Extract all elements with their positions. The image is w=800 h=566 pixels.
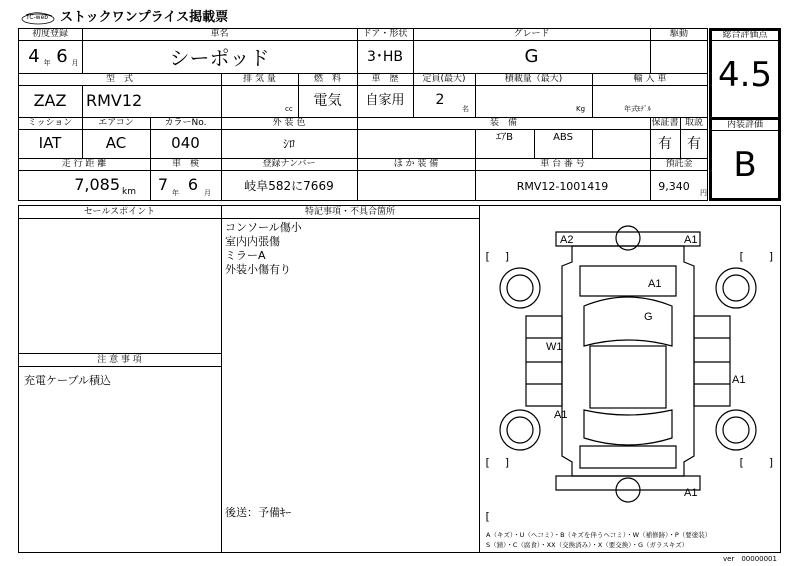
label-displacement: 排 気 量 — [243, 74, 276, 84]
manual-value: 有 — [687, 136, 701, 152]
sales-point-label: セールスポイント — [83, 207, 156, 217]
front-bumper — [556, 232, 700, 246]
label-drive: 駆動 — [669, 29, 688, 39]
label-model: 型 式 — [105, 74, 133, 84]
car-name-value: シーポッド — [169, 46, 270, 70]
first-reg-month: 6 — [56, 46, 68, 67]
damage-mark-a1-right-side: A1 — [732, 374, 746, 386]
wheel-rear-left — [500, 410, 540, 450]
legend-line-1: A（キズ）・U（ヘコミ）・B（キズを伴うヘコミ）・W（補修跡）・P（要塗装） — [486, 531, 712, 539]
label-aircon: エアコン — [98, 118, 134, 128]
damage-mark-a1-rear: A1 — [684, 487, 698, 499]
special-notes-label: 特記事項・不具合箇所 — [304, 207, 395, 217]
label-plate: 登録ナンバー — [262, 159, 316, 169]
first-reg-month-unit: 月 — [71, 59, 79, 67]
special-note-4: 外装小傷有り — [225, 263, 291, 276]
inspection-year: 7 — [157, 175, 169, 194]
chassis-value: RMV12-1001419 — [516, 180, 609, 193]
label-other-equipment: ほ か 装 備 — [393, 159, 439, 169]
bracket-close-bottom-right: ] — [768, 456, 775, 469]
damage-mark-a1-left-rear: A1 — [554, 409, 568, 421]
bracket-close-top-right: ] — [768, 250, 775, 263]
recycle-unit: 円 — [700, 189, 707, 197]
label-mission: ミッション — [27, 118, 73, 128]
bracket-open-top-right: [ — [738, 250, 745, 263]
label-door-shape: ドア・形状 — [362, 29, 408, 39]
damage-mark-a1-front-right: A1 — [684, 234, 698, 246]
damage-mark-g: G — [644, 311, 653, 323]
label-chassis: 車 台 番 号 — [540, 159, 585, 169]
bracket-open-bottom-left: [ — [484, 456, 491, 469]
body-top-view — [562, 246, 694, 476]
wheel-front-right — [716, 268, 756, 308]
model-prefix: ZAZ — [33, 91, 67, 110]
roof — [590, 346, 666, 408]
import-model-year-label: 年式 — [624, 105, 638, 113]
mission-value: IAT — [38, 134, 62, 152]
door-shape-value: 3･HB — [366, 49, 404, 65]
capacity-value: 2 — [435, 92, 445, 108]
bracket-close-bottom-left: ] — [504, 456, 511, 469]
equipment-item-1: ｴｱB — [496, 132, 513, 143]
wheel-front-left — [500, 268, 540, 308]
label-manual: 取説 — [684, 118, 703, 128]
label-color-no: カラーNo. — [164, 118, 207, 128]
label-first-reg: 初度登録 — [31, 29, 68, 39]
equipment-item-2: ABS — [553, 132, 573, 143]
capacity-unit: 名 — [462, 105, 469, 113]
interior-score: B — [733, 145, 757, 185]
bracket-open-bottom-right: [ — [738, 456, 745, 469]
inspection-month: 6 — [187, 175, 199, 194]
bracket-open-top-left: [ — [484, 250, 491, 263]
damage-mark-a1-hood: A1 — [648, 278, 662, 290]
overall-score-label: 総合評価点 — [722, 30, 768, 40]
history-value: 自家用 — [365, 93, 405, 108]
label-history: 車 歴 — [371, 74, 399, 84]
windshield — [584, 297, 672, 346]
page-title: ストックワンプライス掲載票 — [60, 10, 229, 25]
legend-line-2: S（錆）・C（腐食）・XX（交換済み）・X（要交換）・G（ガラスキズ） — [486, 541, 689, 549]
label-recycle: 預託金 — [665, 159, 693, 169]
version-label: ver 00000001 — [723, 555, 777, 563]
bracket-close-top-left: ] — [504, 250, 511, 263]
inspection-year-unit: 年 — [172, 189, 179, 197]
load-unit: Kg — [576, 105, 586, 113]
caution-label: 注 意 事 項 — [97, 355, 142, 365]
overall-score: 4.5 — [717, 55, 773, 95]
damage-mark-a2: A2 — [560, 234, 574, 246]
label-capacity: 定員(最大) — [422, 74, 466, 84]
logo-text: TC-web — [26, 14, 49, 21]
logo — [20, 10, 56, 24]
wheel-rear-right — [716, 410, 756, 450]
import-model-year-suffix: ﾓﾃﾞﾙ — [637, 105, 651, 113]
label-warranty: 保証書 — [651, 118, 679, 128]
fuel-value: 電気 — [313, 93, 342, 109]
aircon-value: AC — [105, 134, 127, 152]
rear-glass — [584, 410, 672, 445]
label-exterior-color: 外 装 色 — [272, 118, 306, 128]
grade-value: G — [524, 46, 539, 67]
label-equipment: 装 備 — [489, 118, 517, 128]
rear-note: 後送：予備ｷｰ — [225, 506, 291, 519]
interior-score-label: 内装評価 — [726, 120, 763, 130]
label-import: 輸 入 車 — [633, 74, 667, 84]
recycle-value: 9,340 — [658, 180, 690, 193]
mileage-unit: km — [122, 187, 136, 197]
model-value: RMV12 — [86, 91, 143, 110]
warranty-value: 有 — [658, 136, 672, 152]
label-load: 積載量（最大) — [504, 74, 563, 84]
mileage-value: 7,085 — [74, 175, 120, 194]
vehicle-diagram — [480, 206, 780, 526]
exterior-color-value: ｼﾛ — [282, 137, 295, 151]
label-fuel: 燃 料 — [313, 74, 341, 84]
bracket-open-rear: [ — [484, 510, 491, 523]
inspection-month-unit: 月 — [204, 189, 211, 197]
color-no-value: 040 — [171, 134, 200, 152]
displacement-unit: cc — [285, 105, 293, 113]
label-mileage: 走 行 距 離 — [61, 159, 107, 169]
first-reg-year: 4 — [28, 46, 40, 67]
label-inspection: 車 検 — [171, 159, 199, 169]
right-side-profile — [694, 316, 730, 406]
special-note-2: 室内内張傷 — [225, 235, 280, 248]
special-note-3: ミラーA — [225, 249, 266, 262]
caution-text: 充電ケーブル積込 — [24, 374, 112, 387]
label-grade: グレード — [513, 29, 550, 39]
plate-value: 岐阜582に7669 — [244, 179, 334, 193]
left-side-profile — [526, 316, 562, 406]
damage-mark-w1: W1 — [546, 341, 563, 353]
label-car-name: 車名 — [210, 29, 229, 39]
first-reg-year-unit: 年 — [43, 59, 51, 67]
special-note-1: コンソール傷小 — [225, 221, 302, 234]
